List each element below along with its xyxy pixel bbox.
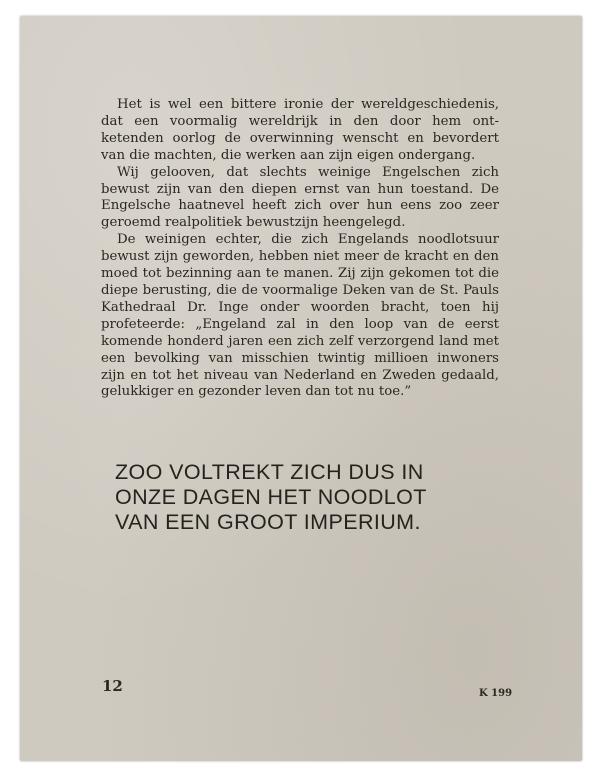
- page-number: 12: [102, 677, 123, 695]
- heading-line-3: VAN EEN GROOT IMPERIUM.: [115, 510, 421, 534]
- paragraph-3: De weinigen echter, die zich Engelands noodlotsuur bewust zijn geworden, hebben niet meer de kracht en den moed tot bezinning aan te manen. Zij zijn gekomen tot die diepe berusting, die de voormalige Deken van de St. Pauls Kathedraal Dr. Inge onder woorden bracht, toen hij profeteerde: „Engeland zal in den loop van de eerst komende honderd jaren een zich zelf verzorgend land met een bevolking van misschien twintig millioen inwoners zijn en tot het niveau van Nederland en Zweden gedaald, gelukkiger en gezonder leven dan tot nu toe.”: [101, 232, 499, 400]
- paragraph-2: Wij gelooven, dat slechts weinige Engelschen zich bewust zijn van den diepen ernst van hun toestand. De Engelsche haatnevel heeft zich over hun eens zoo zeer geroemd realpolitiek bewustzijn heengelegd.: [101, 164, 499, 231]
- paragraph-1: Het is wel een bittere ironie der wereldgeschiedenis, dat een voormalig wereldrijk in den door hem ontketenden oorlog de overwinning wenscht en bevordert van die machten, die werken aan zijn eigen ondergang.: [101, 97, 499, 163]
- signature-mark: K 199: [479, 688, 513, 699]
- body-text: [101, 97, 499, 401]
- heading-line-2: ONZE DAGEN HET NOODLOT: [115, 485, 427, 509]
- heading-line-1: ZOO VOLTREKT ZICH DUS IN: [115, 460, 424, 484]
- closing-heading: [115, 460, 515, 535]
- book-page: [20, 16, 582, 761]
